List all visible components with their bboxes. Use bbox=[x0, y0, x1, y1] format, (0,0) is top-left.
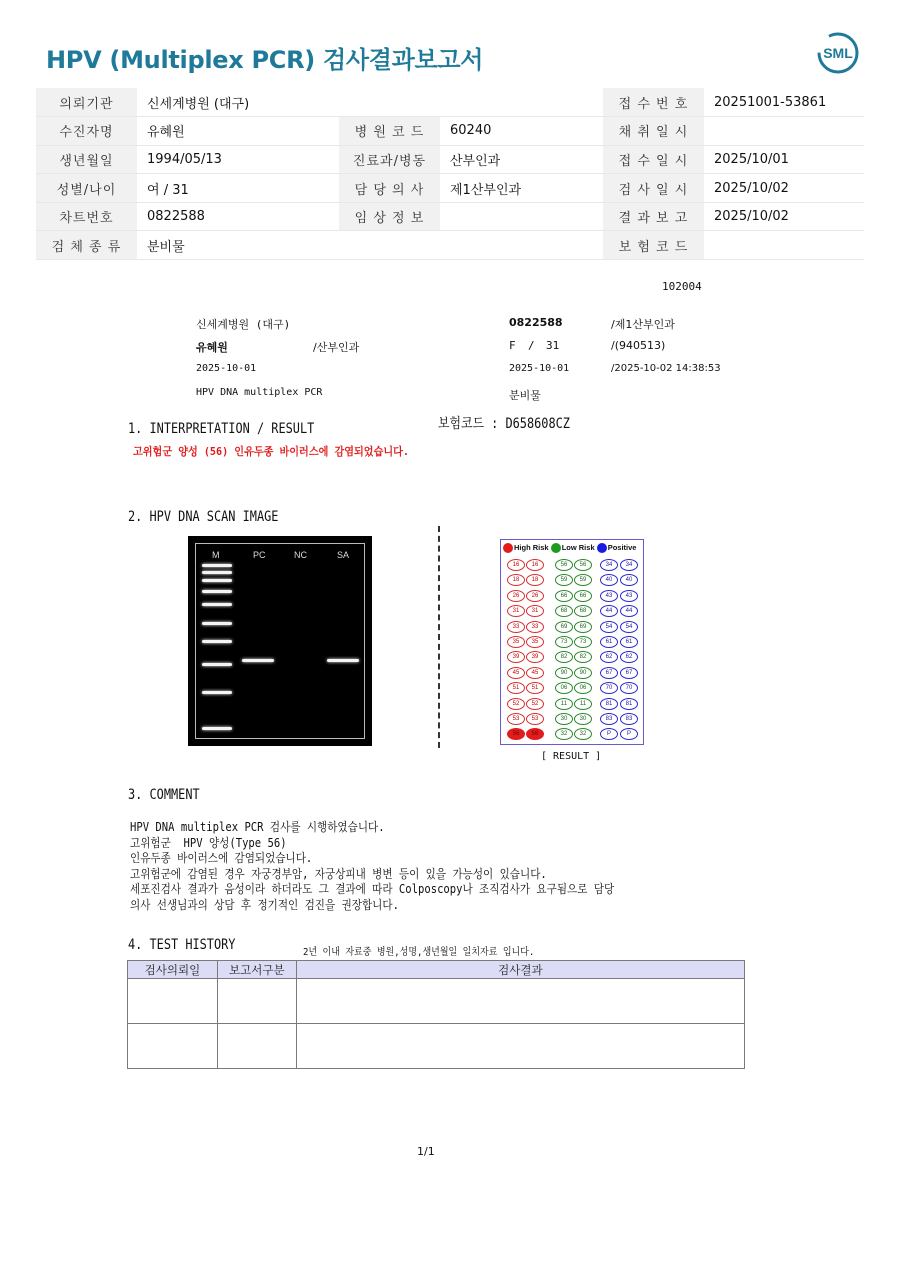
label-receipt-date: 접 수 일 시 bbox=[603, 145, 704, 174]
label-specimen: 검 체 종 류 bbox=[36, 231, 137, 260]
report-title: HPV (Multiplex PCR) 검사결과보고서 bbox=[46, 46, 484, 74]
hpv-type-pill: 56 bbox=[507, 728, 525, 740]
report-recv-date-2: 2025-10-01 bbox=[509, 363, 570, 374]
hpv-type-pill: 26 bbox=[526, 590, 544, 602]
hpv-type-pill: 11 bbox=[574, 698, 592, 710]
hpv-type-pill: 33 bbox=[507, 621, 525, 633]
info-row bbox=[36, 174, 864, 203]
table-cell bbox=[296, 1024, 744, 1069]
legend-low-risk: Low Risk bbox=[561, 543, 595, 552]
comment-line: 의사 선생님과의 상담 후 정기적인 검진을 권장합니다. bbox=[130, 897, 399, 912]
history-col-request-date: 검사의뢰일 bbox=[128, 961, 218, 979]
hpv-type-pill: 32 bbox=[555, 728, 573, 740]
table-cell bbox=[217, 979, 296, 1024]
marker-band bbox=[202, 640, 232, 643]
table-cell bbox=[296, 979, 744, 1024]
comment-line: HPV DNA multiplex PCR 검사를 시행하였습니다. bbox=[130, 820, 385, 834]
report-recv-date: 2025-10-01 bbox=[196, 363, 257, 374]
value-receipt-no: 20251001-53861 bbox=[704, 88, 864, 117]
value-specimen: 분비물 bbox=[137, 231, 603, 260]
value-insurance-code bbox=[704, 231, 864, 260]
hpv-type-pill: 68 bbox=[574, 605, 592, 617]
label-requester: 의뢰기관 bbox=[36, 88, 137, 117]
test-history-table bbox=[127, 960, 745, 1069]
hpv-type-pill: 18 bbox=[507, 574, 525, 586]
comment-line: 고위험군 HPV 양성(Type 56) bbox=[130, 835, 287, 850]
panel-caption: [ RESULT ] bbox=[541, 751, 602, 762]
hpv-type-pill: 33 bbox=[526, 621, 544, 633]
value-report-date: 2025/10/02 bbox=[704, 202, 864, 231]
value-collection-date bbox=[704, 117, 864, 146]
hpv-type-pill: 31 bbox=[526, 605, 544, 617]
label-report-date: 결 과 보 고 bbox=[603, 202, 704, 231]
hpv-type-pill: 16 bbox=[507, 559, 525, 571]
report-patient: 유혜원 bbox=[196, 341, 228, 354]
marker-band bbox=[202, 691, 232, 694]
report-code: 102004 bbox=[662, 280, 702, 293]
label-test-date: 검 사 일 시 bbox=[603, 174, 704, 203]
hpv-type-pill: 81 bbox=[600, 698, 618, 710]
hpv-type-pill: P bbox=[620, 728, 638, 740]
positive-dot-icon bbox=[597, 543, 607, 553]
info-row bbox=[36, 231, 864, 260]
lane-label: PC bbox=[253, 550, 266, 560]
hpv-type-pill: 35 bbox=[507, 636, 525, 648]
hpv-type-pill: 39 bbox=[507, 651, 525, 663]
report-age: 31 bbox=[546, 339, 560, 352]
marker-band bbox=[202, 603, 232, 606]
interpretation-result: 고위험군 양성 (56) 인유두종 바이러스에 감염되었습니다. bbox=[133, 445, 409, 458]
hpv-type-pill: 82 bbox=[574, 651, 592, 663]
info-row bbox=[36, 145, 864, 174]
marker-band bbox=[202, 564, 232, 567]
hpv-type-pill: 45 bbox=[507, 667, 525, 679]
hpv-type-pill: P bbox=[600, 728, 618, 740]
legend-positive: Positive bbox=[607, 543, 637, 552]
page-number: 1/1 bbox=[417, 1145, 435, 1158]
marker-band bbox=[202, 590, 232, 593]
hpv-type-pill: 44 bbox=[620, 605, 638, 617]
sa-band bbox=[327, 659, 359, 662]
hpv-type-pill: 35 bbox=[526, 636, 544, 648]
comment-text bbox=[130, 820, 614, 913]
hpv-type-pill: 44 bbox=[600, 605, 618, 617]
hpv-type-pill: 59 bbox=[574, 574, 592, 586]
divider-line bbox=[438, 526, 440, 748]
section-history-title: 4. TEST HISTORY bbox=[128, 937, 236, 953]
hpv-type-pill: 54 bbox=[600, 621, 618, 633]
low-risk-dot-icon bbox=[551, 543, 561, 553]
hpv-type-pill: 66 bbox=[574, 590, 592, 602]
hpv-type-pill: 32 bbox=[574, 728, 592, 740]
lane-label: SA bbox=[337, 550, 350, 560]
hpv-type-pill: 73 bbox=[574, 636, 592, 648]
label-receipt-no: 접 수 번 호 bbox=[603, 88, 704, 117]
hpv-type-pill: 90 bbox=[555, 667, 573, 679]
report-test-name: HPV DNA multiplex PCR bbox=[196, 387, 323, 398]
hpv-type-pill: 40 bbox=[600, 574, 618, 586]
hpv-type-pill: 51 bbox=[507, 682, 525, 694]
hpv-type-pill: 83 bbox=[600, 713, 618, 725]
section-interpretation-title: 1. INTERPRETATION / RESULT bbox=[128, 421, 315, 437]
hpv-result-panel bbox=[500, 539, 644, 745]
marker-band bbox=[202, 571, 232, 574]
hpv-type-pill: 59 bbox=[555, 574, 573, 586]
hpv-type-pill: 53 bbox=[507, 713, 525, 725]
insurance-code: 보험코드 : D658608CZ bbox=[438, 416, 570, 432]
hpv-type-pill: 81 bbox=[620, 698, 638, 710]
hpv-type-pill: 56 bbox=[555, 559, 573, 571]
report-sex: F bbox=[509, 339, 516, 352]
info-row bbox=[36, 202, 864, 231]
report-birth: /(940513) bbox=[611, 339, 666, 352]
comment-line: 고위험군에 감염된 경우 자궁경부암, 자궁상피내 병변 등이 있을 가능성이 있습니다. bbox=[130, 866, 547, 881]
label-patient-name: 수진자명 bbox=[36, 117, 137, 146]
hpv-type-pill: 43 bbox=[620, 590, 638, 602]
hpv-type-pill: 52 bbox=[526, 698, 544, 710]
logo-text: SML bbox=[823, 45, 853, 61]
report-chart-no: 0822588 bbox=[509, 316, 563, 329]
hpv-type-pill: 73 bbox=[555, 636, 573, 648]
hpv-type-pill: 40 bbox=[620, 574, 638, 586]
hpv-type-pill: 69 bbox=[574, 621, 592, 633]
label-birth: 생년월일 bbox=[36, 145, 137, 174]
value-doctor: 제1산부인과 bbox=[440, 174, 603, 203]
label-chart-no: 차트번호 bbox=[36, 202, 137, 231]
lane-label: NC bbox=[294, 550, 307, 560]
marker-band bbox=[202, 622, 232, 625]
label-doctor: 담 당 의 사 bbox=[339, 174, 440, 203]
hpv-type-pill: 45 bbox=[526, 667, 544, 679]
hpv-type-pill: 51 bbox=[526, 682, 544, 694]
hpv-type-pill: 43 bbox=[600, 590, 618, 602]
hpv-type-pill: 67 bbox=[620, 667, 638, 679]
value-birth: 1994/05/13 bbox=[137, 145, 339, 174]
label-sex-age: 성별/나이 bbox=[36, 174, 137, 203]
table-cell bbox=[128, 1024, 218, 1069]
table-row bbox=[128, 979, 745, 1024]
hpv-type-pill: 67 bbox=[600, 667, 618, 679]
report-dept: /산부인과 bbox=[313, 341, 360, 354]
value-requester: 신세계병원 (대구) bbox=[137, 88, 603, 117]
hpv-type-pill: 34 bbox=[620, 559, 638, 571]
label-dept: 진료과/병동 bbox=[339, 145, 440, 174]
value-chart-no: 0822588 bbox=[137, 202, 339, 231]
label-hospital-code: 병 원 코 드 bbox=[339, 117, 440, 146]
section-scan-title: 2. HPV DNA SCAN IMAGE bbox=[128, 509, 279, 525]
hpv-type-pill: 16 bbox=[526, 559, 544, 571]
label-insurance-code: 보 험 코 드 bbox=[603, 231, 704, 260]
hpv-type-pill: 62 bbox=[620, 651, 638, 663]
hpv-type-pill: 34 bbox=[600, 559, 618, 571]
history-col-result: 검사결과 bbox=[296, 961, 744, 979]
label-clinical-info: 임 상 정 보 bbox=[339, 202, 440, 231]
info-row bbox=[36, 88, 864, 117]
hpv-type-pill: 82 bbox=[555, 651, 573, 663]
hpv-type-pill: 56 bbox=[574, 559, 592, 571]
hpv-type-pill: 70 bbox=[600, 682, 618, 694]
sml-logo bbox=[814, 30, 862, 76]
hpv-type-pill: 66 bbox=[555, 590, 573, 602]
hpv-type-pill: 61 bbox=[620, 636, 638, 648]
label-collection-date: 채 취 일 시 bbox=[603, 117, 704, 146]
hpv-type-pill: 06 bbox=[574, 682, 592, 694]
hpv-type-pill: 54 bbox=[620, 621, 638, 633]
table-cell bbox=[128, 979, 218, 1024]
history-col-report-type: 보고서구분 bbox=[217, 961, 296, 979]
table-row bbox=[128, 1024, 745, 1069]
value-hospital-code: 60240 bbox=[440, 117, 603, 146]
report-datetime: /2025-10-02 14:38:53 bbox=[611, 363, 721, 374]
value-sex-age: 여 / 31 bbox=[137, 174, 339, 203]
gel-electrophoresis-image bbox=[190, 538, 370, 744]
legend-high-risk: High Risk bbox=[514, 543, 549, 552]
hpv-type-pill: 11 bbox=[555, 698, 573, 710]
patient-info-table bbox=[36, 88, 864, 260]
table-cell bbox=[217, 1024, 296, 1069]
comment-line: 인유두종 바이러스에 감염되었습니다. bbox=[130, 851, 313, 865]
hpv-type-pill: 56 bbox=[526, 728, 544, 740]
hpv-type-pill: 70 bbox=[620, 682, 638, 694]
lane-label: M bbox=[212, 550, 220, 560]
hpv-type-pill: 62 bbox=[600, 651, 618, 663]
pc-band bbox=[242, 659, 274, 662]
hpv-type-pill: 30 bbox=[574, 713, 592, 725]
report-doctor: /제1산부인과 bbox=[611, 318, 675, 331]
history-note: 2년 이내 자료중 병원,성명,생년월일 일치자료 입니다. bbox=[303, 947, 535, 958]
marker-band bbox=[202, 579, 232, 582]
hpv-type-pill: 53 bbox=[526, 713, 544, 725]
marker-band bbox=[202, 727, 232, 730]
hpv-type-pill: 90 bbox=[574, 667, 592, 679]
value-clinical-info bbox=[440, 202, 603, 231]
high-risk-dot-icon bbox=[503, 543, 513, 553]
hpv-type-pill: 26 bbox=[507, 590, 525, 602]
comment-line: 세포진검사 결과가 음성이라 하더라도 그 결과에 따라 Colposcopy나 조직검사가 요구됨으로 담당 bbox=[130, 882, 615, 896]
section-comment-title: 3. COMMENT bbox=[128, 787, 200, 803]
hpv-type-pill: 18 bbox=[526, 574, 544, 586]
history-header-row bbox=[128, 961, 745, 979]
hpv-type-pill: 68 bbox=[555, 605, 573, 617]
value-patient-name: 유혜원 bbox=[137, 117, 339, 146]
hpv-type-pill: 52 bbox=[507, 698, 525, 710]
panel-legend bbox=[503, 543, 636, 553]
hpv-type-pill: 31 bbox=[507, 605, 525, 617]
report-slash: / bbox=[528, 339, 535, 352]
hpv-type-pill: 69 bbox=[555, 621, 573, 633]
value-receipt-date: 2025/10/01 bbox=[704, 145, 864, 174]
marker-band bbox=[202, 663, 232, 666]
hpv-type-pill: 39 bbox=[526, 651, 544, 663]
hpv-type-pill: 83 bbox=[620, 713, 638, 725]
report-specimen: 분비물 bbox=[509, 389, 541, 402]
info-row bbox=[36, 117, 864, 146]
report-hospital: 신세계병원 (대구) bbox=[196, 318, 291, 331]
hpv-type-pill: 06 bbox=[555, 682, 573, 694]
hpv-type-pill: 61 bbox=[600, 636, 618, 648]
value-test-date: 2025/10/02 bbox=[704, 174, 864, 203]
hpv-type-pill: 30 bbox=[555, 713, 573, 725]
value-dept: 산부인과 bbox=[440, 145, 603, 174]
